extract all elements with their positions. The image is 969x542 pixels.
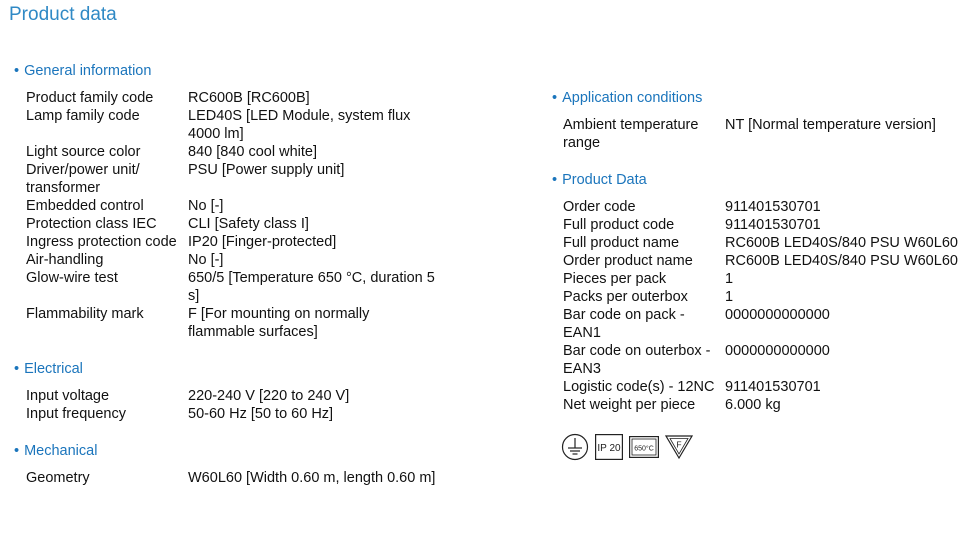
spec-label: Glow-wire test (26, 270, 118, 286)
spec-value: RC600B LED40S/840 PSU W60L60 (725, 253, 958, 269)
certification-symbols (561, 433, 964, 461)
spec-value: 220-240 V [220 to 240 V] (188, 388, 350, 404)
spec-value: 0000000000000 (725, 343, 830, 359)
section-heading: • Application conditions (552, 90, 703, 106)
spec-value: 840 [840 cool white] (188, 144, 317, 160)
spec-value: 6.000 kg (725, 397, 781, 413)
spec-label: Pieces per pack (563, 271, 667, 287)
spec-label: Bar code on outerbox - EAN3 (563, 343, 711, 377)
spec-row (14, 143, 444, 161)
spec-label: Flammability mark (26, 306, 144, 322)
spec-row (552, 270, 964, 288)
spec-value: PSU [Power supply unit] (188, 162, 345, 178)
section-electrical (14, 360, 444, 423)
section-heading: • Mechanical (14, 443, 98, 459)
spec-value: IP20 [Finger-protected] (188, 234, 337, 250)
spec-row (552, 288, 964, 306)
spec-label: Order product name (563, 253, 693, 269)
spec-label: Packs per outerbox (563, 289, 688, 305)
spec-value: 650/5 [Temperature 650 °C, duration 5 s] (188, 270, 435, 304)
spec-value: CLI [Safety class I] (188, 216, 309, 232)
spec-label: Input voltage (26, 388, 110, 404)
spec-row (552, 342, 964, 378)
spec-row (14, 387, 444, 405)
spec-value: 1 (725, 271, 734, 287)
spec-value: F [For mounting on normally flammable surfaces] (188, 306, 370, 340)
spec-value: LED40S [LED Module, system flux 4000 lm] (188, 108, 411, 142)
spec-row (552, 216, 964, 234)
spec-row (14, 233, 444, 251)
spec-value: W60L60 [Width 0.60 m, length 0.60 m] (188, 470, 436, 486)
section-heading: • Electrical (14, 361, 83, 377)
spec-row (14, 215, 444, 233)
spec-row (14, 269, 444, 305)
spec-label: Air-handling (26, 252, 104, 268)
protective-earth-icon (561, 433, 589, 461)
page-title: Product data (9, 4, 117, 25)
spec-row (14, 161, 444, 197)
spec-value: 911401530701 (725, 199, 821, 215)
spec-row (552, 198, 964, 216)
spec-row (552, 234, 964, 252)
spec-label: Geometry (26, 470, 90, 486)
section-mechanical (14, 442, 444, 487)
section-application-conditions (552, 89, 964, 152)
spec-value: No [-] (188, 198, 224, 214)
spec-label: Order code (563, 199, 636, 215)
spec-label: Logistic code(s) - 12NC (563, 379, 715, 395)
section-heading: • Product Data (552, 172, 647, 188)
glow-wire-650-icon (629, 436, 659, 458)
spec-value: RC600B [RC600B] (188, 90, 310, 106)
spec-value: NT [Normal temperature version] (725, 117, 936, 133)
spec-row (14, 469, 444, 487)
spec-row (552, 252, 964, 270)
section-heading: • General information (14, 63, 152, 79)
spec-row (14, 107, 444, 143)
spec-row (14, 197, 444, 215)
spec-label: Product family code (26, 90, 154, 106)
f-mark-icon (665, 434, 693, 460)
svg-text:650°C: 650°C (634, 445, 654, 453)
spec-label: Ingress protection code (26, 234, 177, 250)
spec-value: 1 (725, 289, 734, 305)
spec-value: RC600B LED40S/840 PSU W60L60 (725, 235, 958, 251)
spec-label: Driver/power unit/ transformer (26, 162, 140, 196)
spec-value: 50-60 Hz [50 to 60 Hz] (188, 406, 334, 422)
spec-label: Input frequency (26, 406, 126, 422)
spec-label: Bar code on pack - EAN1 (563, 307, 685, 341)
spec-row (14, 89, 444, 107)
section-general-information (14, 62, 444, 341)
spec-row (14, 251, 444, 269)
spec-label: Lamp family code (26, 108, 140, 124)
spec-value: 0000000000000 (725, 307, 830, 323)
spec-label: Protection class IEC (26, 216, 157, 232)
spec-value: No [-] (188, 252, 224, 268)
spec-label: Net weight per piece (563, 397, 696, 413)
spec-label: Full product code (563, 217, 675, 233)
spec-value: 911401530701 (725, 379, 821, 395)
spec-row (552, 306, 964, 342)
svg-text:IP 20: IP 20 (597, 443, 621, 454)
spec-row (552, 396, 964, 414)
svg-text:F: F (676, 439, 682, 450)
bullet: • (14, 361, 20, 377)
spec-label: Light source color (26, 144, 141, 160)
spec-row (552, 378, 964, 396)
section-product-data (552, 171, 964, 414)
ip20-icon (595, 434, 623, 460)
bullet: • (552, 90, 558, 106)
left-column (14, 62, 444, 506)
spec-label: Full product name (563, 235, 680, 251)
spec-row (14, 305, 444, 341)
bullet: • (552, 172, 558, 188)
right-column (552, 89, 964, 461)
spec-value: 911401530701 (725, 217, 821, 233)
spec-label: Embedded control (26, 198, 144, 214)
spec-label: Ambient temperature range (563, 117, 699, 151)
bullet: • (14, 63, 20, 79)
bullet: • (14, 443, 20, 459)
spec-row (14, 405, 444, 423)
spec-row (552, 116, 964, 152)
